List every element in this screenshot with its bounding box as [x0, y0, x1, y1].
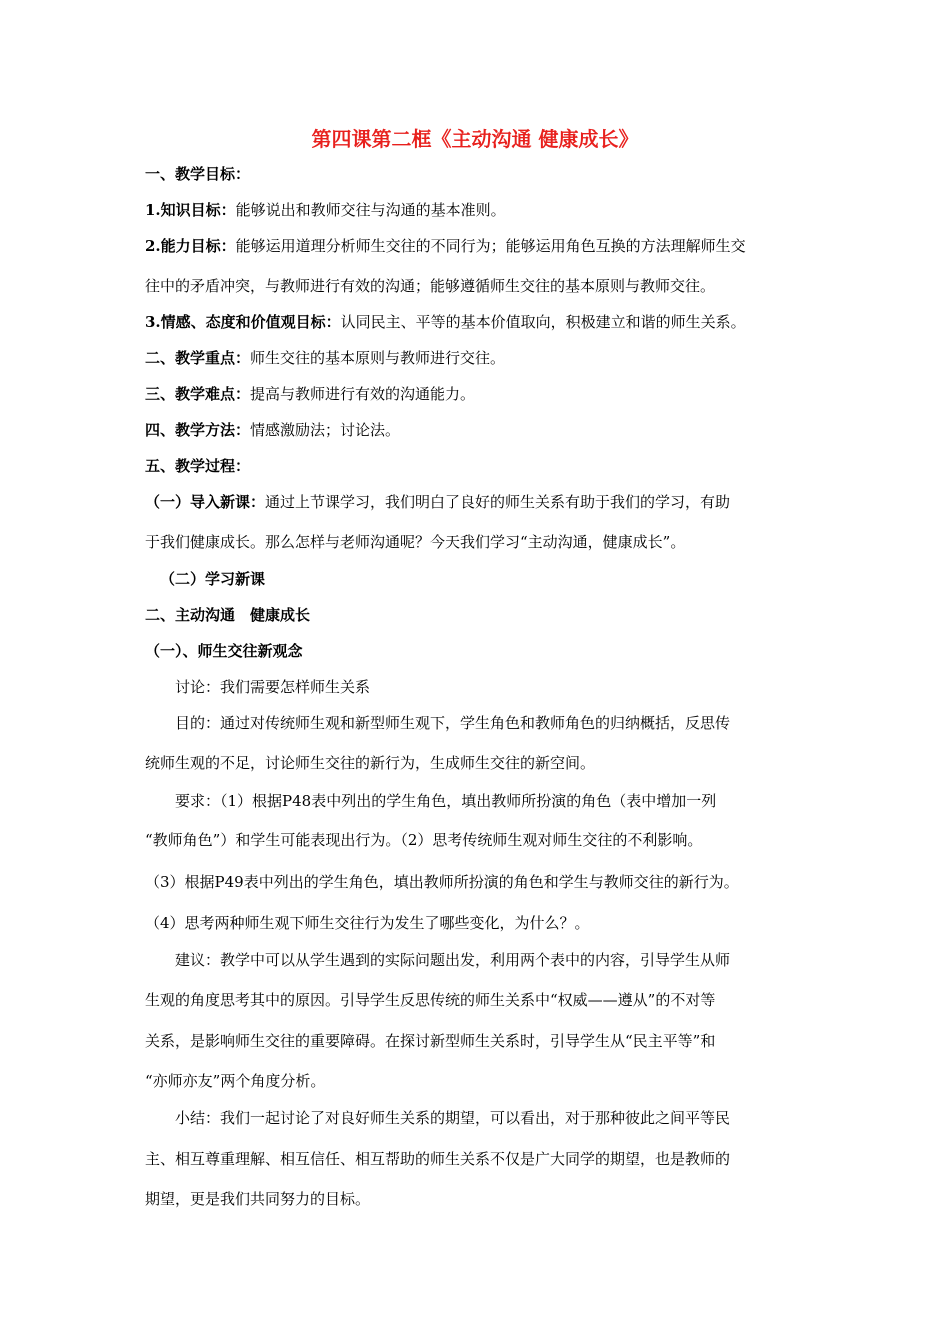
- objective-emotion-label: 3.情感、态度和价值观目标：: [145, 313, 341, 331]
- discussion-line: 讨论：我们需要怎样师生关系: [175, 678, 371, 696]
- intro-paragraph: [145, 492, 810, 512]
- suggestion-line-4: “亦师亦友”两个角度分析。: [145, 1072, 326, 1090]
- requirement-line-3: （3）根据P49表中列出的学生角色，填出教师所扮演的角色和学生与教师交往的新行为。: [145, 873, 739, 891]
- suggestion-line-1: 建议：教学中可以从学生遇到的实际问题出发，利用两个表中的内容，引导学生从师: [175, 951, 731, 969]
- objective-ability: [145, 236, 810, 256]
- method-text: 情感激励法；讨论法。: [250, 421, 401, 439]
- requirement-line-1: 要求：（1）根据P48表中列出的学生角色，填出教师所扮演的角色（表中增加一列: [175, 792, 717, 810]
- suggestion-line-3: 关系，是影响师生交往的重要障碍。在探讨新型师生关系时，引导学生从“民主平等”和: [145, 1032, 716, 1050]
- new-lesson-heading: （二）学习新课: [160, 570, 266, 588]
- method: [145, 420, 810, 440]
- difficulty-text: 提高与教师进行有效的沟通能力。: [250, 385, 476, 403]
- key-point: [145, 348, 810, 368]
- section-heading-objectives: 一、教学目标：: [145, 165, 251, 183]
- difficulty: [145, 384, 810, 404]
- objective-ability-cont: 往中的矛盾冲突，与教师进行有效的沟通；能够遵循师生交往的基本原则与教师交往。: [145, 277, 716, 295]
- objective-emotion: [145, 312, 810, 332]
- subtopic-heading: （一）、师生交往新观念: [145, 642, 303, 660]
- objective-ability-label: 2.能力目标：: [145, 237, 236, 255]
- requirement-line-4: （4）思考两种师生观下师生交往行为发生了哪些变化，为什么？。: [145, 914, 590, 932]
- objective-knowledge-text: 能够说出和教师交往与沟通的基本准则。: [235, 201, 506, 219]
- summary-line-1: 小结：我们一起讨论了对良好师生关系的期望，可以看出，对于那种彼此之间平等民: [175, 1109, 731, 1127]
- intro-label: （一）导入新课：: [145, 493, 266, 511]
- summary-line-3: 期望，更是我们共同努力的目标。: [145, 1190, 371, 1208]
- objective-ability-text: 能够运用道理分析师生交往的不同行为；能够运用角色互换的方法理解师生交: [235, 237, 746, 255]
- key-point-label: 二、教学重点：: [145, 349, 251, 367]
- suggestion-line-2: 生观的角度思考其中的原因。引导学生反思传统的师生关系中“权威——遵从”的不对等: [145, 991, 716, 1009]
- summary-line-2: 主、相互尊重理解、相互信任、相互帮助的师生关系不仅是广大同学的期望，也是教师的: [145, 1150, 731, 1168]
- intro-paragraph-cont: 于我们健康成长。那么怎样与老师沟通呢？今天我们学习“主动沟通，健康成长”。: [145, 533, 686, 551]
- goal-line-1: 目的：通过对传统师生观和新型师生观下，学生角色和教师角色的归纳概括，反思传: [175, 714, 731, 732]
- requirement-line-2: “教师角色”）和学生可能表现出行为。（2）思考传统师生观对师生交往的不利影响。: [145, 831, 703, 849]
- section-heading-process: 五、教学过程：: [145, 457, 251, 475]
- goal-line-2: 统师生观的不足，讨论师生交往的新行为，生成师生交往的新空间。: [145, 754, 596, 772]
- objective-emotion-text: 认同民主、平等的基本价值取向，积极建立和谐的师生关系。: [340, 313, 746, 331]
- method-label: 四、教学方法：: [145, 421, 251, 439]
- page-title: 第四课第二框《主动沟通 健康成长》: [311, 127, 639, 151]
- difficulty-label: 三、教学难点：: [145, 385, 251, 403]
- intro-text: 通过上节课学习，我们明白了良好的师生关系有助于我们的学习，有助: [265, 493, 731, 511]
- key-point-text: 师生交往的基本原则与教师进行交往。: [250, 349, 506, 367]
- topic-heading: 二、主动沟通 健康成长: [145, 606, 311, 624]
- objective-knowledge-label: 1.知识目标：: [145, 201, 236, 219]
- objective-knowledge: [145, 200, 810, 220]
